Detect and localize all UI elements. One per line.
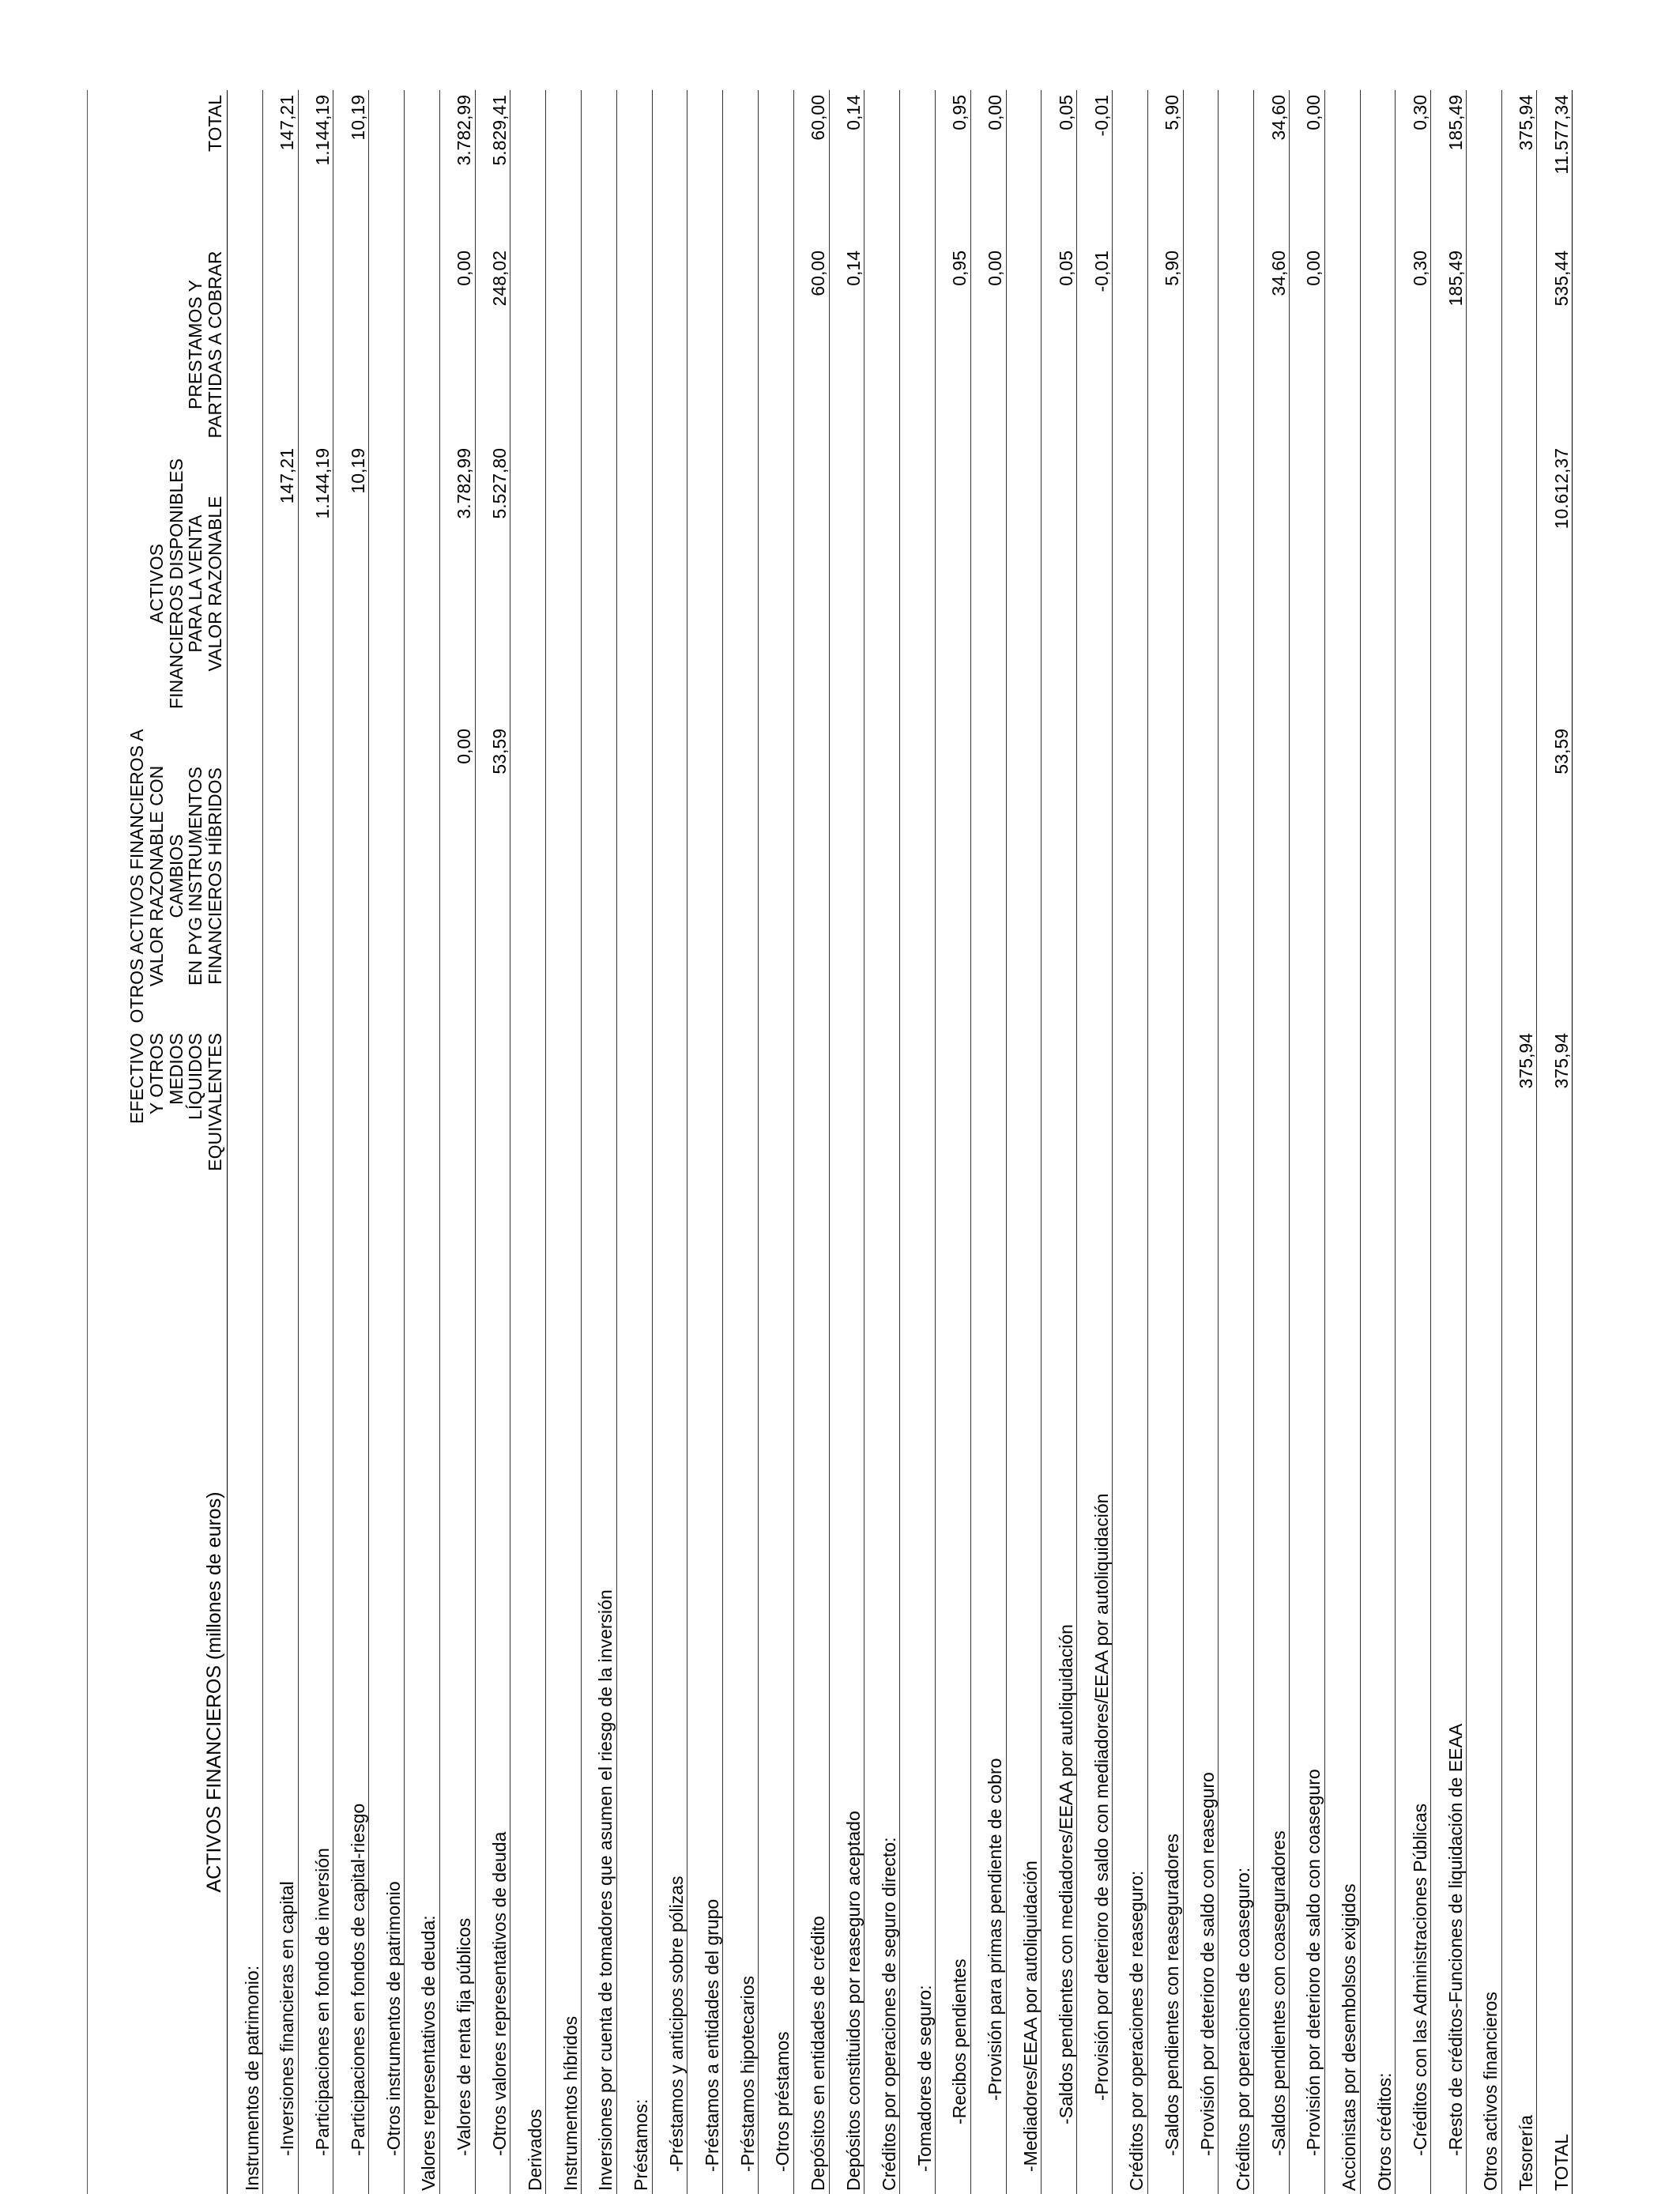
row-label: -Provisión por deterioro de saldo con mediadores/EEAA por autoliquidación [1077, 1190, 1113, 2194]
cell-c3 [369, 443, 405, 724]
cell-c3 [1466, 443, 1501, 724]
row-label: -Otros instrumentos de patrimonio [369, 1190, 405, 2194]
cell-c3 [864, 443, 900, 724]
table-row [1289, 90, 1324, 2194]
row-label: -Mediadores/EEAA por autoliquidación [1006, 1190, 1042, 2194]
cell-c2 [652, 724, 687, 1028]
row-label: -Otros valores representativos de deuda [475, 1190, 510, 2194]
table-row [1254, 90, 1290, 2194]
row-label: Depósitos en entidades de crédito [793, 1190, 829, 2194]
cell-c3 [1219, 443, 1254, 724]
cell-c5: 0,30 [1396, 90, 1431, 246]
cell-c5 [228, 90, 263, 246]
cell-c2 [970, 724, 1006, 1028]
cell-c2 [1396, 724, 1431, 1028]
cell-c1 [616, 1028, 652, 1190]
cell-c5: 185,49 [1431, 90, 1467, 246]
cell-c2 [581, 724, 616, 1028]
cell-c1 [793, 1028, 829, 1190]
cell-c2 [1431, 724, 1467, 1028]
row-label: -Préstamos y anticipos sobre pólizas [652, 1190, 687, 2194]
cell-c4: 0,95 [935, 246, 970, 443]
table-row [793, 90, 829, 2194]
cell-c2 [900, 724, 936, 1028]
table-row [333, 90, 369, 2194]
table-row [439, 90, 475, 2194]
row-label: -Saldos pendientes con coaseguradores [1254, 1190, 1290, 2194]
cell-c3 [616, 443, 652, 724]
row-label: Tesorería [1501, 1190, 1537, 2194]
cell-c4: 0,00 [439, 246, 475, 443]
cell-c3 [1042, 443, 1077, 724]
cell-c5: -0,01 [1077, 90, 1113, 246]
cell-c5 [1006, 90, 1042, 246]
cell-c1 [1219, 1028, 1254, 1190]
cell-c1 [723, 1028, 759, 1190]
cell-c1 [1112, 1028, 1147, 1190]
cell-c2 [1360, 724, 1396, 1028]
cell-c5: 0,95 [935, 90, 970, 246]
table-row [298, 90, 333, 2194]
cell-c2 [1147, 724, 1183, 1028]
table-row [864, 90, 900, 2194]
cell-c1 [1360, 1028, 1396, 1190]
cell-c1 [333, 1028, 369, 1190]
cell-c1 [404, 1028, 439, 1190]
cell-c5: 375,94 [1501, 90, 1537, 246]
cell-c3 [1112, 443, 1147, 724]
table-row [1147, 90, 1183, 2194]
cell-c5: 0,05 [1042, 90, 1077, 246]
table-row [1112, 90, 1147, 2194]
table-row [1431, 90, 1467, 2194]
cell-c3 [510, 443, 546, 724]
row-label: -Participaciones en fondo de inversión [298, 1190, 333, 2194]
cell-c2 [1466, 724, 1501, 1028]
table-row [262, 90, 298, 2194]
row-label: Valores representativos de deuda: [404, 1190, 439, 2194]
table-row [1219, 90, 1254, 2194]
cell-c1: 375,94 [1501, 1028, 1537, 1190]
cell-c2 [404, 724, 439, 1028]
row-label: -Provisión por deterioro de saldo con coaseguro [1289, 1190, 1324, 2194]
cell-c4 [510, 246, 546, 443]
cell-c2 [1324, 724, 1360, 1028]
cell-c4: 0,05 [1042, 246, 1077, 443]
table-row [829, 90, 864, 2194]
cell-c5 [1324, 90, 1360, 246]
cell-c5: 1.144,19 [298, 90, 333, 246]
cell-c4 [1324, 246, 1360, 443]
cell-c5: 0,00 [1289, 90, 1324, 246]
cell-c4 [1112, 246, 1147, 443]
table-row [1501, 90, 1537, 2194]
cell-c1 [1077, 1028, 1113, 1190]
cell-c4: 248,02 [475, 246, 510, 443]
row-label: -Provisión por deterioro de saldo con reaseguro [1183, 1190, 1219, 2194]
cell-c3 [758, 443, 793, 724]
cell-c5: 5,90 [1147, 90, 1183, 246]
cell-c5 [1360, 90, 1396, 246]
cell-c5 [1112, 90, 1147, 246]
cell-c4: 0,14 [829, 246, 864, 443]
cell-c2 [298, 724, 333, 1028]
cell-c3 [1396, 443, 1431, 724]
cell-c5: 0,00 [970, 90, 1006, 246]
cell-c1 [652, 1028, 687, 1190]
row-label: -Préstamos hipotecarios [723, 1190, 759, 2194]
cell-c2: 53,59 [475, 724, 510, 1028]
cell-c4: 0,00 [1289, 246, 1324, 443]
cell-c2 [262, 724, 298, 1028]
table-row [475, 90, 510, 2194]
cell-c3: 5.527,80 [475, 443, 510, 724]
cell-c3: 147,21 [262, 443, 298, 724]
row-label: Créditos por operaciones de coaseguro: [1219, 1190, 1254, 2194]
cell-c3 [723, 443, 759, 724]
row-label: -Saldos pendientes con mediadores/EEAA por autoliquidación [1042, 1190, 1077, 2194]
cell-c2 [1006, 724, 1042, 1028]
cell-c1 [970, 1028, 1006, 1190]
cell-c3: 1.144,19 [298, 443, 333, 724]
cell-c2 [1254, 724, 1290, 1028]
cell-c3 [1147, 443, 1183, 724]
row-label: Inversiones por cuenta de tomadores que asumen el riesgo de la inversión [581, 1190, 616, 2194]
cell-c2 [687, 724, 723, 1028]
cell-c4 [900, 246, 936, 443]
table-row [1324, 90, 1360, 2194]
cell-c4 [687, 246, 723, 443]
table-row [1396, 90, 1431, 2194]
table-row [228, 90, 263, 2194]
cell-c1 [1254, 1028, 1290, 1190]
cell-c1 [829, 1028, 864, 1190]
cell-c1 [900, 1028, 936, 1190]
cell-c1 [1183, 1028, 1219, 1190]
cell-c4 [652, 246, 687, 443]
row-label: Instrumentos híbridos [546, 1190, 582, 2194]
cell-c4 [1466, 246, 1501, 443]
header-total: TOTAL [87, 90, 228, 246]
cell-c5: 10,19 [333, 90, 369, 246]
cell-c1 [581, 1028, 616, 1190]
cell-c4 [262, 246, 298, 443]
row-label: Instrumentos de patrimonio: [228, 1190, 263, 2194]
table-title: ACTIVOS FINANCIEROS (millones de euros) [87, 1190, 228, 2194]
cell-c2 [546, 724, 582, 1028]
cell-c2: 0,00 [439, 724, 475, 1028]
table-row [1183, 90, 1219, 2194]
cell-c4: 5,90 [1147, 246, 1183, 443]
cell-c5 [1219, 90, 1254, 246]
cell-c1 [228, 1028, 263, 1190]
table-row [1360, 90, 1396, 2194]
cell-c3 [687, 443, 723, 724]
cell-c5 [546, 90, 582, 246]
cell-c2 [333, 724, 369, 1028]
cell-c5 [369, 90, 405, 246]
cell-c5: 34,60 [1254, 90, 1290, 246]
cell-c3 [1289, 443, 1324, 724]
cell-c1 [1289, 1028, 1324, 1190]
cell-c2 [510, 724, 546, 1028]
row-label: Accionistas por desembolsos exigidos [1324, 1190, 1360, 2194]
cell-c5 [404, 90, 439, 246]
cell-c3: 3.782,99 [439, 443, 475, 724]
cell-c4 [369, 246, 405, 443]
cell-c3 [1324, 443, 1360, 724]
row-label: Otros activos financieros [1466, 1190, 1501, 2194]
cell-c4 [1219, 246, 1254, 443]
cell-c3 [1360, 443, 1396, 724]
cell-c5 [1183, 90, 1219, 246]
cell-c3 [546, 443, 582, 724]
row-label: Créditos por operaciones de reaseguro: [1112, 1190, 1147, 2194]
cell-c3 [970, 443, 1006, 724]
cell-c4 [333, 246, 369, 443]
cell-c4 [616, 246, 652, 443]
table-row [546, 90, 582, 2194]
cell-c5: 0,14 [829, 90, 864, 246]
table-row [758, 90, 793, 2194]
cell-c3 [404, 443, 439, 724]
header-efectivo: EFECTIVO Y OTROS MEDIOS LÍQUIDOS EQUIVALENTES [87, 1028, 228, 1190]
header-prestamos: PRESTAMOS Y PARTIDAS A COBRAR [87, 246, 228, 443]
cell-c2 [228, 724, 263, 1028]
cell-c1: 375,94 [1537, 1028, 1573, 1190]
cell-c3 [900, 443, 936, 724]
cell-c2 [1183, 724, 1219, 1028]
table-row [581, 90, 616, 2194]
cell-c1 [546, 1028, 582, 1190]
row-label: -Participaciones en fondos de capital-riesgo [333, 1190, 369, 2194]
cell-c4: 0,00 [970, 246, 1006, 443]
table-row [900, 90, 936, 2194]
cell-c1 [687, 1028, 723, 1190]
cell-c1 [439, 1028, 475, 1190]
row-label: -Otros préstamos [758, 1190, 793, 2194]
table-row [652, 90, 687, 2194]
cell-c5: 3.782,99 [439, 90, 475, 246]
cell-c4 [298, 246, 333, 443]
table-body [228, 90, 1573, 2194]
cell-c1 [1431, 1028, 1467, 1190]
table-row [369, 90, 405, 2194]
cell-c1 [1324, 1028, 1360, 1190]
cell-c1 [1006, 1028, 1042, 1190]
cell-c4 [581, 246, 616, 443]
cell-c1 [262, 1028, 298, 1190]
cell-c3 [1501, 443, 1537, 724]
cell-c2 [369, 724, 405, 1028]
cell-c3 [1254, 443, 1290, 724]
cell-c2 [616, 724, 652, 1028]
table-row [1466, 90, 1501, 2194]
cell-c4: -0,01 [1077, 246, 1113, 443]
cell-c3 [1077, 443, 1113, 724]
cell-c1 [475, 1028, 510, 1190]
cell-c5: 60,00 [793, 90, 829, 246]
cell-c2 [1289, 724, 1324, 1028]
cell-c3 [1006, 443, 1042, 724]
row-label: -Saldos pendientes con reaseguradores [1147, 1190, 1183, 2194]
cell-c5 [687, 90, 723, 246]
cell-c3: 10.612,37 [1537, 443, 1573, 724]
cell-c2 [1112, 724, 1147, 1028]
cell-c5 [652, 90, 687, 246]
cell-c5 [510, 90, 546, 246]
row-label: Derivados [510, 1190, 546, 2194]
cell-c2: 53,59 [1537, 724, 1573, 1028]
cell-c2 [1077, 724, 1113, 1028]
cell-c5: 147,21 [262, 90, 298, 246]
cell-c2 [935, 724, 970, 1028]
table-row [1006, 90, 1042, 2194]
row-label: -Resto de créditos-Funciones de liquidación de EEAA [1431, 1190, 1467, 2194]
cell-c4 [404, 246, 439, 443]
row-label: TOTAL [1537, 1190, 1573, 2194]
cell-c3 [935, 443, 970, 724]
cell-c4: 60,00 [793, 246, 829, 443]
cell-c4: 535,44 [1537, 246, 1573, 443]
row-label: -Provisión para primas pendiente de cobro [970, 1190, 1006, 2194]
cell-c3 [581, 443, 616, 724]
row-label: -Recibos pendientes [935, 1190, 970, 2194]
cell-c1 [369, 1028, 405, 1190]
cell-c1 [510, 1028, 546, 1190]
header-row [87, 90, 228, 2194]
cell-c5 [864, 90, 900, 246]
cell-c5 [1466, 90, 1501, 246]
row-label: -Tomadores de seguro: [900, 1190, 936, 2194]
row-label: -Préstamos a entidades del grupo [687, 1190, 723, 2194]
cell-c5 [723, 90, 759, 246]
cell-c1 [1042, 1028, 1077, 1190]
cell-c3 [1183, 443, 1219, 724]
row-label: Depósitos constituidos por reaseguro aceptado [829, 1190, 864, 2194]
row-label: Otros créditos: [1360, 1190, 1396, 2194]
financial-assets-table [87, 90, 1573, 2194]
cell-c3 [1431, 443, 1467, 724]
cell-c1 [1466, 1028, 1501, 1190]
cell-c2 [723, 724, 759, 1028]
cell-c4 [1360, 246, 1396, 443]
cell-c3: 10,19 [333, 443, 369, 724]
cell-c4 [723, 246, 759, 443]
table-row [404, 90, 439, 2194]
table-row [970, 90, 1006, 2194]
table-row [935, 90, 970, 2194]
cell-c1 [298, 1028, 333, 1190]
cell-c2 [864, 724, 900, 1028]
cell-c4: 185,49 [1431, 246, 1467, 443]
row-label: -Créditos con las Administraciones Públicas [1396, 1190, 1431, 2194]
cell-c1 [935, 1028, 970, 1190]
header-disponibles: ACTIVOS FINANCIEROS DISPONIBLES PARA LA VENTA VALOR RAZONABLE [87, 443, 228, 724]
table-row [687, 90, 723, 2194]
cell-c2 [1042, 724, 1077, 1028]
cell-c1 [1396, 1028, 1431, 1190]
table-row [616, 90, 652, 2194]
header-otros-activos: OTROS ACTIVOS FINANCIEROS A VALOR RAZONABLE CON CAMBIOS EN PYG INSTRUMENTOS FINANCIEROS HÍBRIDOS [87, 724, 228, 1028]
row-label: Créditos por operaciones de seguro directo: [864, 1190, 900, 2194]
cell-c5: 5.829,41 [475, 90, 510, 246]
cell-c4: 34,60 [1254, 246, 1290, 443]
cell-c4 [1501, 246, 1537, 443]
row-label: -Inversiones financieras en capital [262, 1190, 298, 2194]
cell-c4 [758, 246, 793, 443]
cell-c2 [1219, 724, 1254, 1028]
cell-c4 [1006, 246, 1042, 443]
cell-c1 [1147, 1028, 1183, 1190]
row-label: -Valores de renta fija públicos [439, 1190, 475, 2194]
rotated-page [0, 90, 1680, 2194]
cell-c5 [581, 90, 616, 246]
cell-c2 [1501, 724, 1537, 1028]
cell-c3 [652, 443, 687, 724]
cell-c4 [546, 246, 582, 443]
cell-c4 [864, 246, 900, 443]
cell-c3 [793, 443, 829, 724]
cell-c2 [793, 724, 829, 1028]
cell-c4 [1183, 246, 1219, 443]
row-label: Préstamos: [616, 1190, 652, 2194]
cell-c5 [758, 90, 793, 246]
cell-c4 [228, 246, 263, 443]
cell-c5 [900, 90, 936, 246]
table-row [1537, 90, 1573, 2194]
cell-c1 [758, 1028, 793, 1190]
cell-c2 [829, 724, 864, 1028]
table-row [723, 90, 759, 2194]
cell-c4: 0,30 [1396, 246, 1431, 443]
cell-c5: 11.577,34 [1537, 90, 1573, 246]
cell-c5 [616, 90, 652, 246]
cell-c2 [758, 724, 793, 1028]
cell-c1 [864, 1028, 900, 1190]
table-row [510, 90, 546, 2194]
cell-c3 [829, 443, 864, 724]
table-row [1077, 90, 1113, 2194]
cell-c3 [228, 443, 263, 724]
table-row [1042, 90, 1077, 2194]
